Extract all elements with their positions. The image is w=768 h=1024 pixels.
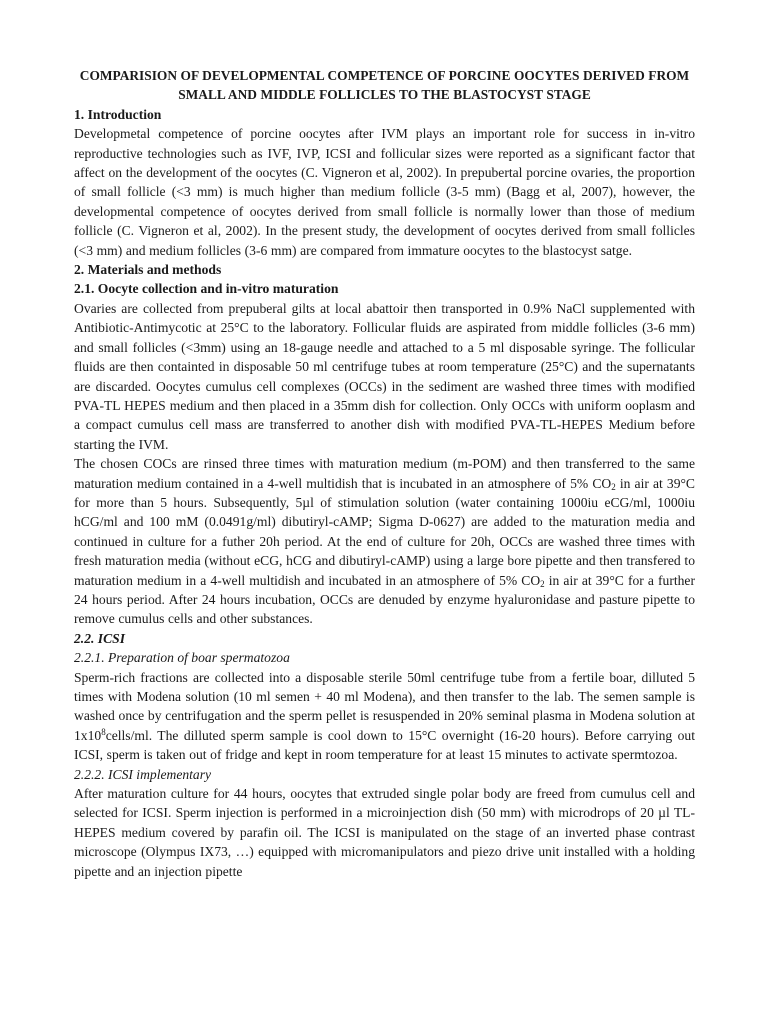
subsection-icsi-implementary-heading: 2.2.2. ICSI implementary <box>74 766 212 782</box>
spermatozoa-text-a: Sperm-rich fractions are collected into a disposable sterile 50ml centrifuge tube from a fertile boar, dilluted 5 times with Modena solution (10 ml semen + 40 ml Modena), and then transfer to the lab. The semen sample is washed once by centrifugation and the sperm pellet is resuspended in 20% seminal plasma in Modena solution at 1x10 <box>74 669 695 743</box>
subsection-icsi-heading: 2.2. ICSI <box>74 630 125 646</box>
oocyte-collection-paragraph: Ovaries are collected from prepuberal gilts at local abattoir then transported in 0.9% NaCl supplemented with Antibiotic-Antimycotic at 25°C to the laboratory. Follicular fluids are aspirated from middle follicles (3-6 mm) and small follicles (<3mm) using an 18-gauge needle and attached to a 5 ml disposable syringe. The follicular fluids are then containted in disposable 50 ml centrifuge tubes at room temperature (25°C) and the supernatants are discarded. Oocytes cumulus cell complexes (OCCs) in the sediment are washed three times with modified PVA-TL HEPES medium and then placed in a 35mm dish for collection. Only OCCs with uniform ooplasm and a compact cumulus cell mass are transferred to another dish with modified PVA-TL-HEPES Medium before starting the IVM. <box>74 300 695 452</box>
co2-subscript: 2 <box>611 481 616 492</box>
maturation-text-a: The chosen COCs are rinsed three times with maturation medium (m-POM) and then transferred to the same maturation medium contained in a 4-well multidish that is incubated in an atmosphere of 5% CO <box>74 456 695 491</box>
icsi-implementary-paragraph: After maturation culture for 44 hours, oocytes that extruded single polar body are freed from cumulus cell and selected for ICSI. Sperm injection is performed in a microinjection dish (50 mm) with microdrops of 20 µl TL-HEPES medium covered by parafin oil. The ICSI is manipulated on the stage of an inverted phase contrast microscope (Olympus IX73, …) equipped with micromanipulators and piezo drive unit installed with a holding pipette and an injection pipette <box>74 786 695 879</box>
introduction-paragraph: Developmetal competence of porcine oocytes after IVM plays an important role for success in in-vitro reproductive technologies such as IVF, IVP, ICSI and follicular sizes were reported as a significant factor that affect on the development of the oocytes (C. Vigneron et al, 2002). In prepubertal porcine ovaries, the proportion of small follicle (<3 mm) is much higher than medium follicle (3-5 mm) (Bagg et al, 2007), however, the developmental competence of oocytes derived from small follicle is normally lower than those of medium follicle (C. Vigneron et al, 2002). In the present study, the development of oocytes derived from small follicles (<3 mm) and medium follicles (3-6 mm) are compared from immature oocytes to the blastocyst satge. <box>74 126 695 258</box>
spermatozoa-text-b: cells/ml. The dilluted sperm sample is cool down to 15°C overnight (16-20 hours). Before carrying out ICSI, sperm is taken out of fridge and kept in room temperature for at least 15 minutes to activate spermtozoa. <box>74 727 695 763</box>
section-introduction-heading: 1. Introduction <box>74 106 162 122</box>
exponent-superscript: 8 <box>101 726 106 737</box>
section-materials-heading: 2. Materials and methods <box>74 262 222 278</box>
maturation-text-c: in air at 39°C for a further 24 hours period. After 24 hours incubation, OCCs are denuded by enzyme hyaluronidase and pasture pipette to remove cumulus cells and other substances. <box>74 572 695 627</box>
subsection-spermatozoa-heading: 2.2.1. Preparation of boar spermatozoa <box>74 650 290 666</box>
co2-subscript: 2 <box>540 578 545 589</box>
maturation-paragraph <box>74 454 695 629</box>
document-title: COMPARISION OF DEVELOPMENTAL COMPETENCE OF PORCINE OOCYTES DERIVED FROM SMALL AND MIDDLE FOLLICLES TO THE BLASTOCYST STAGE <box>79 68 690 103</box>
spermatozoa-paragraph <box>74 668 695 765</box>
subsection-oocyte-collection-heading: 2.1. Oocyte collection and in-vitro maturation <box>74 281 339 297</box>
maturation-text-b: in air at 39°C for more than 5 hours. Subsequently, 5µl of stimulation solution (water containing 1000iu eCG/ml, 1000iu hCG/ml and 100 mM (0.0491g/ml) dibutiryl-cAMP; Sigma D-0627) are added to the maturation media and continued in culture for a futher 20h period. At the end of culture for 20h, OCCs are washed three times with fresh maturation media (without eCG, hCG and dibutiryl-cAMP) using a large bore pipette and then transfered to maturation medium in a 4-well multidish and incubated in an atmosphere of 5% CO <box>74 475 695 588</box>
